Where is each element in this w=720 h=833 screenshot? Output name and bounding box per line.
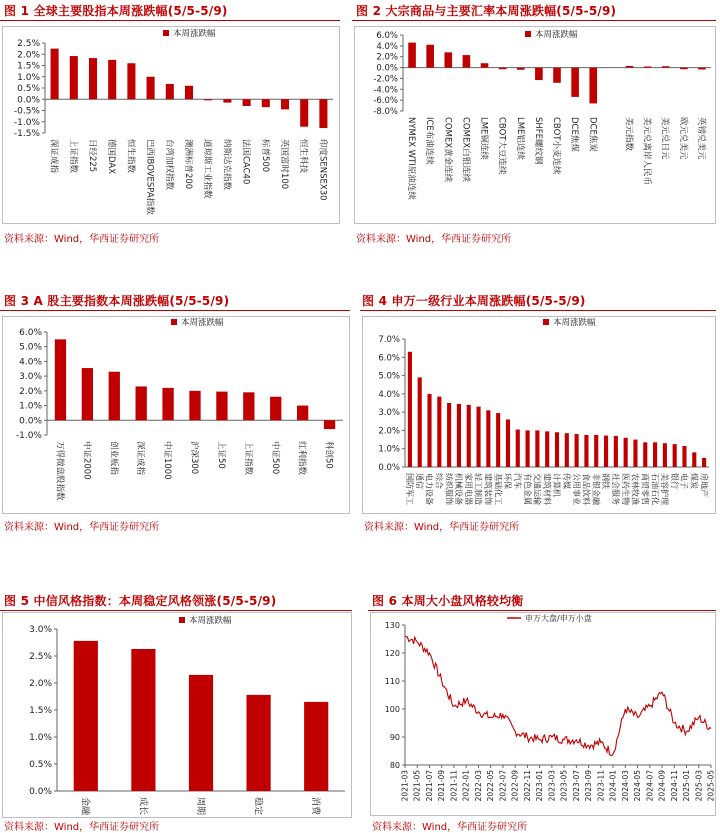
bar [70,56,78,99]
x-tick-label: 2025-01 [682,770,692,802]
bar [486,410,490,467]
category-label: 成长 [137,797,148,816]
bar [604,436,608,467]
y-tick-label: 1.0% [29,733,52,743]
y-tick-label: 4.0% [378,389,400,400]
category-label: DCE焦煤 [569,117,580,152]
x-tick-label: 2021-09 [437,770,447,802]
category-label: 电子 [679,473,689,489]
bar [644,66,652,67]
y-tick-label: 110 [384,677,400,686]
y-tick-label: 90 [389,733,400,742]
category-label: 钢铁 [601,473,611,489]
x-tick-label: 2023-03 [547,770,557,802]
category-label: 建筑装饰 [483,473,493,505]
y-tick-label: -8.0% [373,107,398,117]
y-tick-label: 3.0% [29,625,52,635]
legend-label: 申万大盘/申万小盘 [525,614,592,623]
bar [575,434,579,467]
bar [216,392,227,421]
category-label: 沪深300 [189,441,200,475]
y-tick-label: 6.0% [376,31,398,41]
bar [663,443,667,467]
bar [516,430,520,467]
series-line [405,636,711,755]
bar [281,99,289,109]
category-label: 煤炭 [689,473,699,489]
category-label: 法国CAC40 [240,139,251,185]
y-tick-label: 0.0% [376,63,398,74]
y-tick-label: 130 [384,621,400,630]
category-label: 恒生科技 [298,139,309,174]
legend-label: 本周涨跌幅 [181,318,224,328]
category-label: 电力设备 [424,473,434,505]
y-tick-label: 6.0% [378,353,400,364]
bar [304,702,328,791]
category-label: 万得微盘股指数 [54,441,65,501]
bar [682,446,686,467]
category-label: 建筑材料 [542,473,552,505]
bar [517,68,525,70]
bar [109,372,120,421]
category-label: 中证2000 [81,441,92,480]
y-tick-label: 0.5% [17,84,40,94]
category-label: 恒生指数 [125,139,136,174]
bar [262,99,270,107]
category-label: 上证50 [215,441,226,469]
figure-1-chart [2,26,340,224]
category-label: 传媒 [562,473,572,489]
x-tick-label: 2023-11 [596,770,606,802]
figure-6-rule [368,610,716,611]
category-label: 标普500 [259,139,270,173]
y-tick-label: 0.0% [29,787,52,797]
y-tick-label: -1.5% [13,129,40,139]
bar [55,339,66,420]
figure-5-svg [3,613,352,818]
category-label: ICE布油连续 [424,117,435,165]
category-label: 德国DAX [106,139,117,175]
bar [571,68,579,97]
bar [673,444,677,467]
bar [626,66,634,68]
figure-4-rule [360,310,716,311]
category-label: 台湾加权指数 [163,139,174,191]
bar [535,68,543,80]
bar [147,77,155,100]
bar [162,388,173,420]
bar [553,68,561,83]
x-tick-label: 2022-03 [473,770,483,802]
y-tick-label: 6.0% [19,328,42,338]
bar [506,419,510,467]
x-tick-label: 2023-09 [584,770,594,802]
category-label: 英国富时100 [279,139,290,190]
bar [447,403,451,467]
figure-4-chart [362,316,716,514]
legend-label: 本周涨跌幅 [189,616,232,626]
category-label: 社会服务 [611,473,621,505]
figure-4-svg [363,317,716,514]
category-label: DCE焦炭 [587,117,598,152]
category-label: 稳定 [252,797,263,816]
legend-label: 本周涨跌幅 [553,318,596,328]
x-tick-label: 2021-03 [400,770,410,802]
category-label: 上证指数 [242,441,253,476]
bar [297,406,308,421]
category-label: 综合 [434,473,444,489]
bar [437,397,441,467]
y-tick-label: 0.0% [19,416,42,427]
figure-1-rule [0,20,340,21]
category-label: 道琼斯工业指数 [202,139,213,199]
bar [589,68,597,104]
category-label: 科创50 [323,441,334,469]
category-label: 巴西IBOVESPA指数 [144,139,155,215]
figure-3-chart [2,316,350,514]
bar [89,58,97,99]
x-tick-label: 2024-05 [633,770,643,802]
category-label: SHFE螺纹钢 [532,117,543,165]
x-tick-label: 2025-05 [706,770,716,802]
x-tick-label: 2025-03 [694,770,704,802]
bar [319,99,327,128]
bar [702,458,706,467]
bar [408,352,412,467]
y-tick-label: 2.5% [17,39,40,49]
category-label: 石油石化 [650,473,660,505]
figure-6-title: 图 6 本周大小盘风格较均衡 [372,594,524,608]
figure-3-svg [3,317,350,514]
y-tick-label: 7.0% [378,335,400,345]
category-label: 交通运输 [532,473,542,505]
figure-2-rule [352,20,716,21]
category-label: 深证成指 [135,441,146,476]
bar [584,435,588,467]
category-label: 食品饮料 [581,473,591,505]
bar [444,52,452,67]
x-tick-label: 2022-11 [522,770,532,802]
bar [594,435,598,467]
bar [426,45,434,68]
bar [189,675,213,791]
y-tick-label: 1.5% [29,706,52,716]
category-label: 机械设备 [454,473,464,505]
category-label: 汽车 [512,473,522,489]
category-label: 美元指数 [623,117,634,152]
bar [300,99,308,126]
x-tick-label: 2024-11 [669,770,679,802]
category-label: 美元兑日元 [659,117,670,160]
category-label: 中证500 [269,441,280,475]
legend-label: 本周涨跌幅 [173,29,216,39]
category-label: 房地产 [699,473,709,497]
category-label: 银行 [669,473,679,489]
figure-4-title: 图 4 申万一级行业本周涨跌幅(5/5-5/9) [362,294,586,308]
bar [166,84,174,99]
category-label: COMEX黄金连续 [442,117,453,183]
category-label: LME铜连续 [478,117,489,160]
category-label: 公用事业 [571,473,581,505]
category-label: 轻工制造 [473,473,483,505]
category-label: 金融 [79,797,90,816]
category-label: LME铝连续 [514,117,525,160]
x-tick-label: 2022-09 [510,770,520,802]
bar [633,440,637,467]
category-label: CBOT大豆连续 [496,117,507,175]
category-label: 通信 [414,473,424,489]
bar [692,452,696,467]
legend-swatch [163,30,169,36]
x-tick-label: 2021-07 [424,770,434,802]
x-tick-label: 2021-05 [412,770,422,802]
y-tick-label: 3.0% [19,372,42,383]
category-label: 家用电器 [463,473,473,505]
bar [243,99,251,106]
figure-5-source: 资料来源：Wind，华西证券研究所 [4,822,160,833]
y-tick-label: -2.0% [373,74,398,85]
bar [418,377,422,467]
legend-swatch [171,319,177,325]
figure-6-svg [371,613,716,816]
bar [481,63,489,67]
y-tick-label: 4.0% [19,357,42,368]
x-tick-label: 2023-05 [559,770,569,802]
bar [698,68,706,70]
figure-1-title: 图 1 全球主要股指本周涨跌幅(5/5-5/9) [4,4,228,18]
category-label: 日经225 [87,139,98,173]
bar [82,368,93,420]
bar [136,386,147,420]
x-tick-label: 2024-01 [608,770,618,802]
category-label: 上证指数 [67,139,78,174]
category-label: 有色金属 [522,473,532,505]
x-tick-label: 2023-01 [535,770,545,802]
category-label: 英镑兑美元 [695,117,706,160]
legend-label: 本周涨跌幅 [535,30,578,40]
y-tick-label: 2.0% [19,386,42,397]
category-label: 中证1000 [162,441,173,480]
category-label: 非银金融 [591,473,601,505]
y-tick-label: 4.0% [376,41,398,52]
y-tick-label: 0.5% [29,760,52,770]
y-tick-label: -1.0% [15,431,42,441]
category-label: 计算机 [552,473,562,497]
bar [467,405,471,467]
bar [74,641,98,791]
bar [223,99,231,102]
legend-swatch [525,31,531,37]
figure-3-title: 图 3 A 股主要指数本周涨跌幅(5/5-5/9) [4,294,230,308]
bar [624,438,628,467]
y-tick-label: 2.0% [378,426,400,437]
y-tick-label: -4.0% [373,85,398,96]
y-tick-label: 0.0% [17,95,40,106]
x-tick-label: 2024-09 [657,770,667,802]
bar [545,431,549,467]
legend-swatch [179,617,185,623]
bar [324,420,335,429]
category-label: 美容护理 [660,473,670,505]
figure-2-chart [354,26,716,224]
category-label: 农林牧渔 [630,473,640,505]
category-label: 基础化工 [493,473,503,505]
category-label: NYMEX WTI原油连续 [406,117,417,200]
figure-3-source: 资料来源：Wind，华西证券研究所 [4,522,160,533]
y-tick-label: 3.0% [378,408,400,419]
bar [653,442,657,467]
category-label: 周期 [194,797,205,816]
y-tick-label: 2.0% [376,52,398,63]
x-tick-label: 2022-07 [498,770,508,802]
figure-2-title: 图 2 大宗商品与主要汇率本周涨跌幅(5/5-5/9) [356,4,617,18]
figure-6-chart [370,612,716,816]
y-tick-label: 1.0% [378,444,400,455]
figure-3-rule [0,310,350,311]
y-tick-label: -6.0% [373,96,398,107]
figure-5-title: 图 5 中信风格指数：本周稳定风格领涨(5/5-5/9) [4,594,277,608]
y-tick-label: 5.0% [19,342,42,353]
y-tick-label: 2.0% [29,679,52,689]
figure-2-source: 资料来源：Wind，华西证券研究所 [356,234,512,245]
bar [614,436,618,467]
y-tick-label: 2.0% [17,50,40,61]
x-tick-label: 2024-03 [620,770,630,802]
x-tick-label: 2022-05 [486,770,496,802]
bar [51,49,59,100]
category-label: COMEX白银连续 [460,117,471,183]
y-tick-label: 80 [389,761,400,770]
category-label: 红利指数 [296,441,307,476]
category-label: 消费 [310,797,321,816]
bar [270,397,281,421]
bar [555,432,559,467]
bar [243,392,254,420]
x-tick-label: 2023-07 [571,770,581,802]
y-tick-label: 0.0% [378,463,400,473]
category-label: 商贸零售 [640,473,650,505]
figure-2-svg [355,27,716,224]
figure-1-source: 资料来源：Wind，华西证券研究所 [4,234,160,245]
y-tick-label: 2.5% [29,652,52,662]
category-label: 印度SENSEX30 [317,139,328,201]
category-label: 欧元兑美元 [677,117,688,160]
legend-swatch [543,319,549,325]
bar [189,391,200,420]
x-tick-label: 2022-01 [461,770,471,802]
bar [476,407,480,467]
x-tick-label: 2021-11 [449,770,459,802]
category-label: 澳洲标普200 [183,139,194,190]
bar [427,394,431,467]
category-label: 环保 [503,473,513,489]
category-label: 国防军工 [405,473,415,505]
category-label: 医药生物 [620,473,630,505]
figure-5-rule [0,610,352,611]
category-label: 纺织服饰 [444,473,454,505]
bar [496,413,500,467]
x-tick-label: 2024-07 [645,770,655,802]
category-label: CBOT小麦连续 [551,117,562,175]
bar [643,442,647,467]
bar [457,404,461,467]
bar [108,60,116,99]
category-label: 美元兑离岸人民币 [641,117,652,186]
y-tick-label: 120 [384,649,400,658]
bar [247,695,271,791]
bar [127,63,135,99]
bar [131,649,155,791]
category-label: 创业板指 [108,441,119,476]
y-tick-label: 1.0% [19,401,42,412]
figure-5-chart [2,612,352,818]
bar [463,55,471,67]
bar [185,86,193,100]
bar [204,99,212,100]
bar [662,66,670,67]
figure-1-svg [3,27,340,224]
y-tick-label: 1.0% [17,72,40,83]
bar [565,433,569,467]
bar [680,68,688,70]
bar [408,43,416,68]
category-label: 深证成指 [48,139,59,174]
category-label: 纳斯达克指数 [221,139,232,191]
bar [499,68,507,70]
bar [535,430,539,467]
y-tick-label: 1.5% [17,61,40,72]
figure-6-source: 资料来源：Wind，华西证券研究所 [372,822,528,833]
bar [526,430,530,467]
y-tick-label: -0.5% [13,106,40,117]
y-tick-label: 5.0% [378,371,400,382]
y-tick-label: 100 [384,705,400,714]
y-tick-label: -1.0% [13,117,40,128]
figure-4-source: 资料来源：Wind，华西证券研究所 [364,522,520,533]
